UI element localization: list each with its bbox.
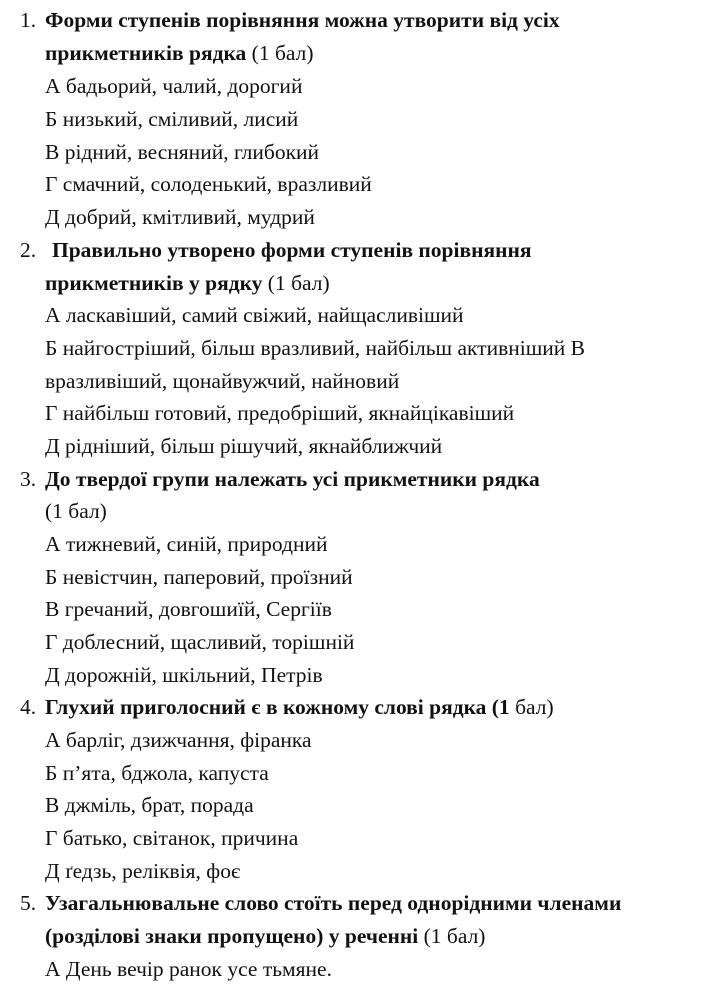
points-label: (1 бал) bbox=[246, 41, 314, 65]
points-label: бал) bbox=[509, 695, 554, 719]
question-text: Форми ступенів порівняння можна утворити від усіх bbox=[45, 8, 560, 32]
option-text: Б низький, сміливий, лисий bbox=[45, 107, 299, 131]
question-number: 2. bbox=[20, 238, 37, 262]
question-number: 3. bbox=[20, 467, 37, 491]
option-text: Д добрий, кмітливий, мудрий bbox=[45, 205, 315, 229]
points-label: (1 бал) bbox=[262, 271, 330, 295]
option-text: А День вечір ранок усе тьмяне. bbox=[45, 957, 332, 981]
option-text: В гречаний, довгошиїй, Сергіїв bbox=[45, 597, 332, 621]
points-label: (1 бал) bbox=[418, 924, 486, 948]
option-text: Б найгостріший, більш вразливий, найбільш активніший В bbox=[45, 336, 585, 360]
question-text: Глухий приголосний є в кожному слові рядка (1 bbox=[45, 695, 510, 719]
question-text: прикметників у рядку bbox=[45, 271, 263, 295]
question-number: 1. bbox=[20, 8, 37, 32]
question-text: прикметників рядка bbox=[45, 41, 247, 65]
points-label: (1 бал) bbox=[45, 499, 107, 523]
question-number: 5. bbox=[20, 891, 37, 915]
option-text: Г доблесний, щасливий, торішній bbox=[45, 630, 355, 654]
option-text: Б невістчин, паперовий, проїзний bbox=[45, 565, 353, 589]
option-text: А тижневий, синій, природний bbox=[45, 532, 328, 556]
option-text: А барліг, дзижчання, фіранка bbox=[45, 728, 312, 752]
question-text: Узагальнювальне слово стоїть перед однорідними членами bbox=[45, 891, 622, 915]
option-text: В джміль, брат, порада bbox=[45, 793, 254, 817]
option-text: Г смачний, солоденький, вразливий bbox=[45, 172, 372, 196]
option-text: вразливіший, щонайвужчий, найновий bbox=[45, 369, 400, 393]
question-text: Правильно утворено форми ступенів порівняння bbox=[52, 238, 532, 262]
question-text: До твердої групи належать усі прикметники рядка bbox=[45, 467, 540, 491]
question-number: 4. bbox=[20, 695, 37, 719]
option-text: Г найбільш готовий, предобріший, якнайцікавіший bbox=[45, 401, 515, 425]
option-text: Д рідніший, більш рішучий, якнайближчий bbox=[45, 434, 443, 458]
question-text: (розділові знаки пропущено) у реченні bbox=[45, 924, 419, 948]
option-text: Г батько, світанок, причина bbox=[45, 826, 299, 850]
option-text: А бадьорий, чалий, дорогий bbox=[45, 74, 303, 98]
option-text: В рідний, весняний, глибокий bbox=[45, 140, 320, 164]
option-text: А ласкавіший, самий свіжий, найщасливіший bbox=[45, 303, 464, 327]
option-text: Д дорожній, шкільний, Петрів bbox=[45, 663, 323, 687]
option-text: Б п’ята, бджола, капуста bbox=[45, 761, 269, 785]
option-text: Д ґедзь, реліквія, фоє bbox=[45, 859, 241, 883]
